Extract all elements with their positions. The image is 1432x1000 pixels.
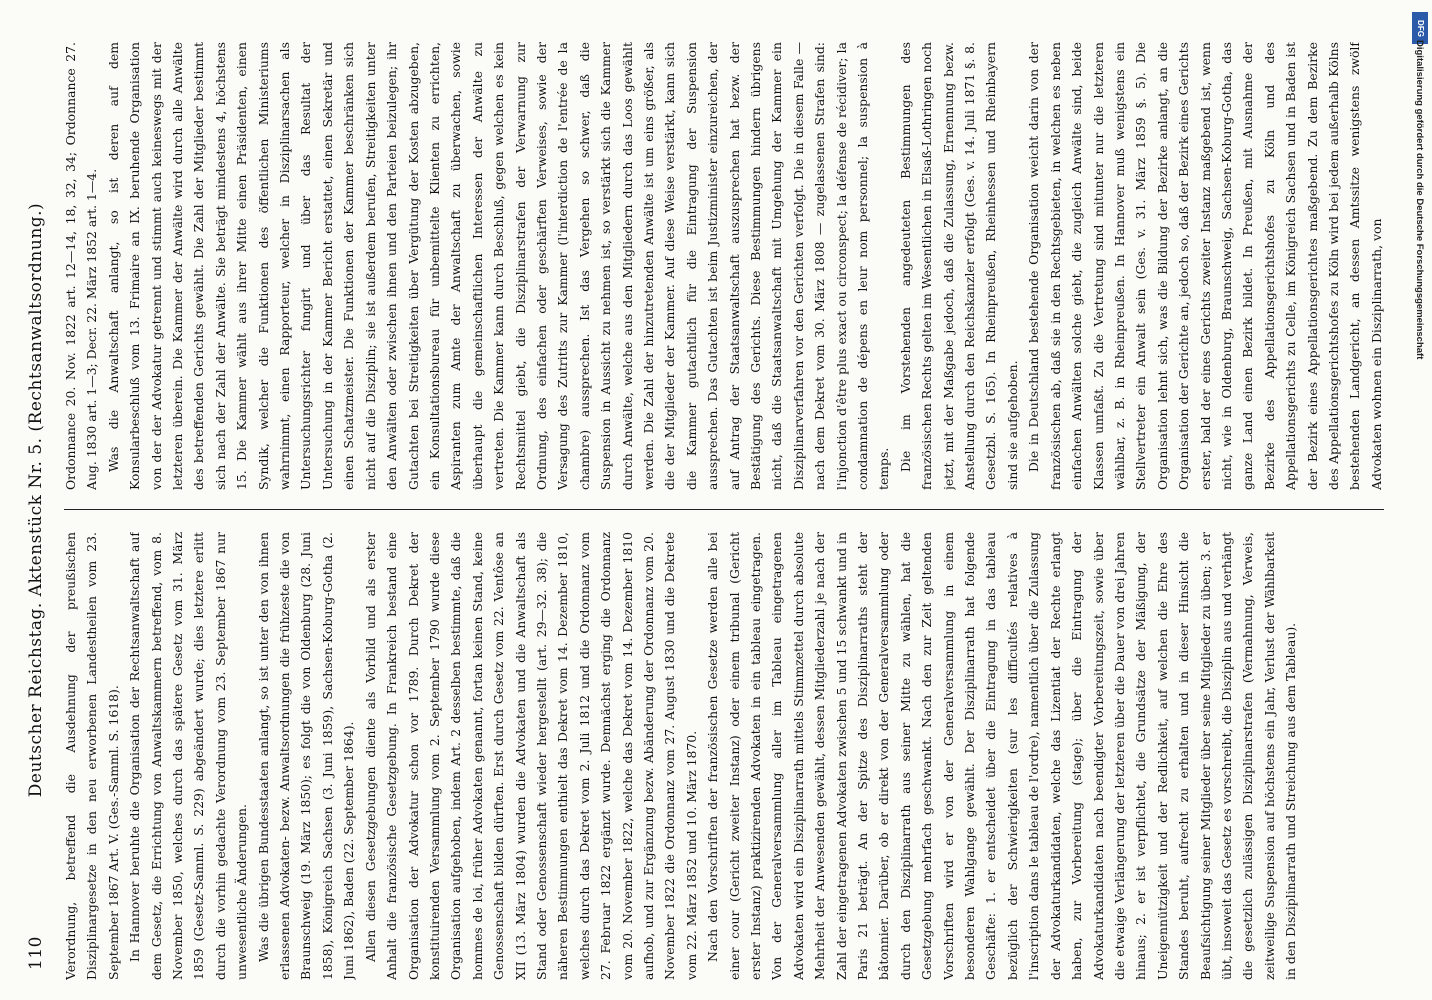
page-header xyxy=(20,20,56,980)
paragraph: In Hannover beruhte die Organisation der Rechtsanwaltschaft auf dem Gesetz, die Errichtung von Anwaltskammern betreffend, vom 8. November 1850, welches durch das spätere Gesetz vom 31. März 1859 (Gesetz-Samml. S. 229) abgeändert wurde; dies letztere erlitt durch die vorhin gedachte Verordnung vom 23. September 1867 nur unwesentliche Änderungen. xyxy=(127,532,250,980)
paragraph: Allen diesen Gesetzgebungen diente als Vorbild und als erster Anhalt die französische Gesetzgebung. In Frankreich bestand eine Organisation der Advokatur schon vor 1789. Durch Dekret der konstituirenden Versammlung vom 2. September 1790 wurde diese Organisation aufgehoben, indem Art. 2 desselben bestimmte, daß die hommes de loi, früher Advokaten genannt, fortan keinen Stand, keine Genossenschaft bilden dürften. Erst durch Gesetz vom 22. Ventôse an XII (13. März 1804) wurden die Advokaten und die Anwaltschaft als Stand oder Genossenschaft wieder hergestellt (art. 29—32. 38); die näheren Bestimmungen enthielt das Dekret vom 14. Dezember 1810, welches durch das Dekret vom 2. Juli 1812 und die Ordonnanz vom 27. Februar 1822 ergänzt wurde. Demnächst erging die Ordonnanz vom 20. November 1822, welche das Dekret vom 14. Dezember 1810 aufhob, und zur Ergänzung bezw. Abänderung der Ordonnanz vom 20. November 1822 die Ordonnanz vom 27. August 1830 und die Dekrete vom 22. März 1852 und 10. März 1870. xyxy=(362,532,699,980)
digitization-note: Digitalisierung gefördert durch die Deutsche Forschungsgemeinschaft xyxy=(1414,40,1425,360)
right-column xyxy=(60,42,1390,490)
paragraph: Was die übrigen Bundesstaaten anlangt, so ist unter den von ihnen erlassenen Advokaten- bezw. Anwaltsordnungen die frühzeste die von Braunschweig (19. März 1850); es folgt die von Oldenburg (28. Juni 1858), Königreich Sachsen (3. Juni 1859), Sachsen-Koburg-Gotha (2. Juni 1862), Baden (22. September 1864). xyxy=(255,532,357,980)
header-title: Deutscher Reichstag. Aktenstück Nr. 5. (Rechtsanwaltsordnung.) xyxy=(26,202,46,798)
paragraph: Die im Vorstehenden angedeuteten Bestimmungen des französischen Rechts gelten im Wesentlichen in Elsaß-Lothringen noch jetzt, mit der Maßgabe jedoch, daß die Zulassung, Ernennung bezw. Anstellung durch den Reichskanzler erfolgt (Ges. v. 14. Juli 1871 §. 8. Gesetzbl. S. 165). In Rheinpreußen, Rheinhessen und Rheinbayern sind sie aufgehoben. xyxy=(897,42,1020,490)
column-divider xyxy=(64,509,1384,510)
digitization-note-strip xyxy=(1411,40,1427,990)
page-number: 110 xyxy=(26,936,46,970)
left-column xyxy=(60,532,1390,980)
paragraph: Nach den Vorschriften der französischen Gesetze werden alle bei einer cour (Gericht zweiter Instanz) oder einem tribunal (Gericht erster Instanz) praktizirenden Advokaten in ein tableau eingetragen. Von der Generalversammlung aller im Tableau eingetragenen Advokaten wird ein Disziplinarrath mittels Stimmzettel durch absolute Mehrheit der Anwesenden gewählt, dessen Mitgliederzahl je nach der Zahl der eingetragenen Advokaten zwischen 5 und 15 schwankt und in Paris 21 beträgt. An der Spitze des Disziplinarraths steht der bâtonnier. Darüber, ob er direkt von der Generalversammlung oder durch den Disziplinarrath aus seiner Mitte zu wählen, hat die Gesetzgebung mehrfach geschwankt. Nach den zur Zeit geltenden Vorschriften wird er von der Generalversammlung in einem besonderen Wahlgange gewählt. Der Disziplinarrath hat folgende Geschäfte: 1. er entscheidet über die Eintragung in das tableau bezüglich der Schwierigkeiten (sur les difficultés relatives à l'inscription dans le tableau de l'ordre), namentlich über die Zulassung der Advokaturkandidaten, welche das Lizentiat der Rechte erlangt haben, zur Vorbereitung (stage); über die Eintragung der Advokaturkandidaten nach beendigter Vorbereitungszeit, sowie über die etwaige Verlängerung der letzteren über die Dauer von drei Jahren hinaus; 2. er ist verpflichtet, die Grundsätze der Mäßigung, der Uneigennützigkeit und der Redlichkeit, auf welchen die Ehre des Standes beruht, aufrecht zu erhalten und in dieser Hinsicht die Beaufsichtigung seiner Mitglieder über seine Mitglieder zu üben; 3. er übt, insoweit das Gesetz es vorschreibt, die Disziplin aus und verhängt die gesetzlich zulässigen Disziplinarstrafen (Vermahnung, Verweis, zeitweilige Suspension auf höchstens ein Jahr, Verlust der Wählbarkeit in den Disziplinarrath und Streichung aus dem Tableau). xyxy=(705,532,1299,980)
rotated-page-content xyxy=(20,20,1405,980)
paragraph: Was die Anwaltschaft anlangt, so ist deren auf dem Konsularbeschluß vom 13. Frimaire an IX. beruhende Organisation von der der Advokatur getrennt und stimmt auch keineswegs mit der letzteren überein. Die Kammer der Anwälte wird durch alle Anwälte des betreffenden Gerichts gewählt. Die Zahl der Mitglieder bestimmt sich nach der Zahl der Anwälte. Sie beträgt mindestens 4, höchstens 15. Die Kammer wählt aus ihrer Mitte einen Präsidenten, einen Syndik, welcher die Funktionen des öffentlichen Ministeriums wahrnimmt, einen Rapporteur, welcher in Disziplinarsachen als Untersuchungsrichter fungirt und über das Resultat der Untersuchung in der Kammer Bericht erstattet, einen Sekretär und einen Schatzmeister. Die Funktionen der Kammer beschränken sich nicht auf die Disziplin; sie ist außerdem berufen, Streitigkeiten unter den Anwälten oder zwischen ihnen und den Parteien beizulegen; ihr Gutachten bei Streitigkeiten über Vergütung der Kosten abzugeben, ein Konsultationsbureau für unbemittelte Klienten zu errichten, Aspiranten zum Amte der Anwaltschaft zu überwachen, sowie überhaupt die gemeinschaftlichen Interessen der Anwälte zu vertreten. Die Kammer kann durch Beschluß, gegen welchen es kein Rechtsmittel giebt, die Disziplinarstrafen der Verwarnung zur Ordnung, des einfachen oder geschärften Verweises, sowie der Versagung des Zutritts zur Kammer (l'interdiction de l'entrée de la chambre) aussprechen. Ist das Vergehen so schwer, daß die Suspension in Aussicht zu nehmen ist, so verstärkt sich die Kammer durch Anwälte, welche aus den Mitgliedern durch das Loos gewählt werden. Die Zahl der hinzutretenden Anwälte ist um eins größer, als die der Mitglieder der Kammer. Auf diese Weise verstärkt, kann sich die Kammer gutachtlich für die Eintragung der Suspension aussprechen. Das Gutachten ist beim Justizminister einzureichen, der auf Antrag der Staatsanwaltschaft auszusprechen hat bezw. der Bestätigung des Gerichts. Diese Bestimmungen hindern übrigens nicht, daß die Staatsanwaltschaft mit Umgehung der Kammer ein Disziplinarverfahren vor den Gerichten verfolgt. Die in diesem Falle — nach dem Dekret vom 30. März 1808 — zugelassenen Strafen sind: l'injonction d'être plus exact ou circonspect; la défense de récidiver; la condamnation de dépens en leur nom personnel; la suspension à temps. xyxy=(105,42,892,490)
dfg-logo-text: DFG xyxy=(1415,19,1425,37)
paragraph: Ordonnance 20. Nov. 1822 art. 12—14, 18, 32, 34; Ordonnance 27. Aug. 1830 art. 1—3; Decr. 22. März 1852 art. 1—4. xyxy=(63,42,100,490)
paragraph: Verordnung, betreffend die Ausdehnung der preußischen Disziplinargesetze in den neu erworbenen Landestheilen vom 23. September 1867 Art. V. (Ges.-Samml. S. 1618). xyxy=(63,532,121,980)
paragraph: Die in Deutschland bestehende Organisation weicht darin von der französischen ab, daß sie in den Rechtsgebieten, in welchen es neben einfachen Anwälten solche giebt, die zugleich Anwälte sind, beide Klassen umfaßt. Zu die Vertretung sind mitunter nur die letzteren wählbar, z. B. in Rheinpreußen. In Hannover muß wenigstens ein Stellvertreter ein Anwalt sein (Ges. v. 31. März 1859 §. 5). Die Organisation lehnt sich, was die Bildung der Bezirke anlangt, an die Organisation der Gerichte an, jedoch so, daß der Bezirk eines Gerichts erster, bald der eines Gerichts zweiter Instanz maßgebend ist, wenn nicht, wie in Oldenburg, Braunschweig, Sachsen-Koburg-Gotha, das ganze Land einen Bezirk bildet. In Preußen, mit Ausnahme der Bezirke des Appellationsgerichtshofes zu Köln und des Appellationsgerichts zu Celle, im Königreich Sachsen und in Baden ist der Bezirk eines Appellationsgerichtes maßgebend. Zu dem Bezirke des Appellationsgerichtshofes zu Köln wird bei jedem außerhalb Kölns bestehenden Landgericht, an dessen Amtssitze wenigstens zwölf Advokaten wohnen ein Disziplinarrath, von xyxy=(1026,42,1384,490)
